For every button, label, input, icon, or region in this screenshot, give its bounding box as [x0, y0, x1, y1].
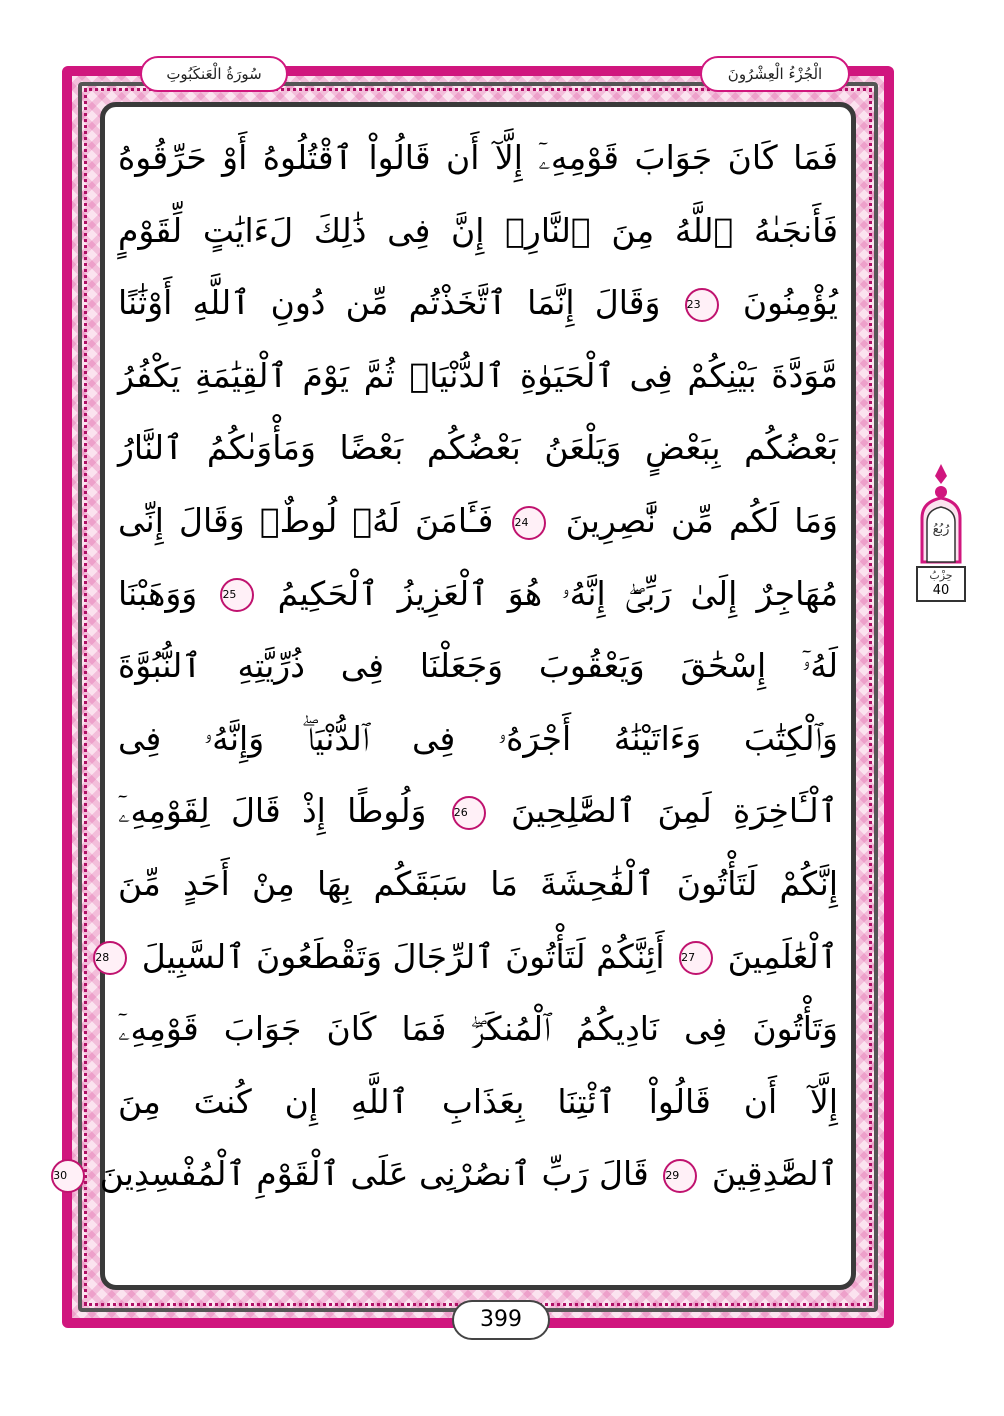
verse-text: فَأَنجَىٰهُ ٱللَّهُ مِنَ ٱلنَّارِۚ إِنَّ فِى ذَٰلِكَ لَءَايَٰتٍ لِّقَوْمٍ — [118, 210, 838, 250]
verse-line — [118, 491, 838, 551]
verse-text: مَّوَدَّةَ بَيْنِكُمْ فِى ٱلْحَيَوٰةِ ٱلدُّنْيَاۖ ثُمَّ يَوْمَ ٱلْقِيَٰمَةِ يَكْفُرُ — [118, 355, 838, 395]
ayah-number-marker: 24 — [512, 506, 546, 540]
verse-text: وَوَهَبْنَا — [118, 573, 198, 613]
verse-text: إِلَّآ أَن قَالُواْ ٱئْتِنَا بِعَذَابِ ٱللَّهِ إِن كُنتَ مِنَ — [118, 1081, 838, 1121]
verse-line — [118, 201, 838, 261]
ayah-number-marker: 25 — [220, 578, 254, 612]
ayah-number-marker: 29 — [663, 1159, 697, 1193]
verse-text: أَئِنَّكُمْ لَتَأْتُونَ ٱلرِّجَالَ وَتَقْطَعُونَ ٱلسَّبِيلَ — [141, 936, 665, 976]
hizb-box — [916, 566, 966, 602]
verse-text: فَـَٔامَنَ لَهُۥ لُوطٌۘ وَقَالَ إِنِّى — [118, 501, 494, 540]
hizb-number: 40 — [932, 583, 950, 598]
verse-text: يُؤْمِنُونَ — [742, 283, 838, 323]
verse-text: فَمَا كَانَ جَوَابَ قَوْمِهِۦٓ إِلَّآ أَن قَالُواْ ٱقْتُلُوهُ أَوْ حَرِّقُوهُ — [118, 138, 838, 177]
verse-line — [95, 927, 838, 987]
verse-line — [53, 1144, 838, 1204]
verse-line — [118, 709, 838, 769]
verse-text: وَمَا لَكُم مِّن نَّٰصِرِينَ — [565, 501, 838, 540]
juz-name: الْجُزْءُ الْعِشْرُونَ — [700, 56, 850, 92]
verse-text: ٱلصَّٰدِقِينَ — [711, 1154, 838, 1194]
verse-text: مُهَاجِرٌ إِلَىٰ رَبِّىٓۖ إِنَّهُۥ هُوَ ٱلْعَزِيزُ ٱلْحَكِيمُ — [277, 573, 839, 613]
verse-line — [118, 128, 838, 188]
verse-text: لَهُۥٓ إِسْحَٰقَ وَيَعْقُوبَ وَجَعَلْنَا فِى ذُرِّيَّتِهِ ٱلنُّبُوَّةَ — [118, 646, 838, 686]
verse-text: وَقَالَ إِنَّمَا ٱتَّخَذْتُم مِّن دُونِ ٱللَّهِ أَوْثَٰنًا — [118, 283, 661, 323]
ayah-number-marker: 30 — [51, 1159, 85, 1193]
ayah-number-marker: 23 — [685, 288, 719, 322]
verse-line — [118, 1072, 838, 1132]
verse-line — [118, 564, 838, 624]
verse-text: بَعْضُكُم بِبَعْضٍ وَيَلْعَنُ بَعْضُكُم بَعْضًا وَمَأْوَىٰكُمُ ٱلنَّارُ — [118, 428, 838, 468]
verse-line — [118, 636, 838, 696]
verse-text: قَالَ رَبِّ ٱنصُرْنِى عَلَى ٱلْقَوْمِ ٱلْمُفْسِدِينَ — [99, 1154, 649, 1194]
ayah-number-marker: 26 — [452, 796, 486, 830]
rub-marker-icon — [916, 462, 966, 580]
rub-label: رُبُعُ — [932, 522, 950, 537]
ayah-number-marker: 28 — [93, 941, 127, 975]
verse-text: وَلُوطًا إِذْ قَالَ لِقَوْمِهِۦٓ — [118, 791, 427, 831]
verse-text: إِنَّكُمْ لَتَأْتُونَ ٱلْفَٰحِشَةَ مَا سَبَقَكُم بِهَا مِنْ أَحَدٍ مِّنَ — [118, 864, 838, 903]
verse-line — [118, 854, 838, 914]
surah-name: سُورَةُ الْعَنكَبُوتِ — [140, 56, 288, 92]
verse-line — [118, 346, 838, 406]
verse-line — [118, 781, 838, 841]
verse-text: ٱلْـَٔاخِرَةِ لَمِنَ ٱلصَّٰلِحِينَ — [510, 791, 839, 831]
verse-line — [118, 418, 838, 478]
hizb-label: حِزْبُ — [929, 569, 953, 582]
verse-line — [118, 999, 838, 1059]
verse-line — [118, 273, 838, 333]
verse-text: وَٱلْكِتَٰبَ وَءَاتَيْنَٰهُ أَجْرَهُۥ فِى ٱلدُّنْيَاۖ وَإِنَّهُۥ فِى — [118, 718, 838, 758]
page-number: 399 — [452, 1300, 550, 1340]
verse-text: وَتَأْتُونَ فِى نَادِيكُمُ ٱلْمُنكَرَۖ فَمَا كَانَ جَوَابَ قَوْمِهِۦٓ — [118, 1009, 838, 1049]
ayah-number-marker: 27 — [679, 941, 713, 975]
verse-text: ٱلْعَٰلَمِينَ — [727, 936, 838, 976]
